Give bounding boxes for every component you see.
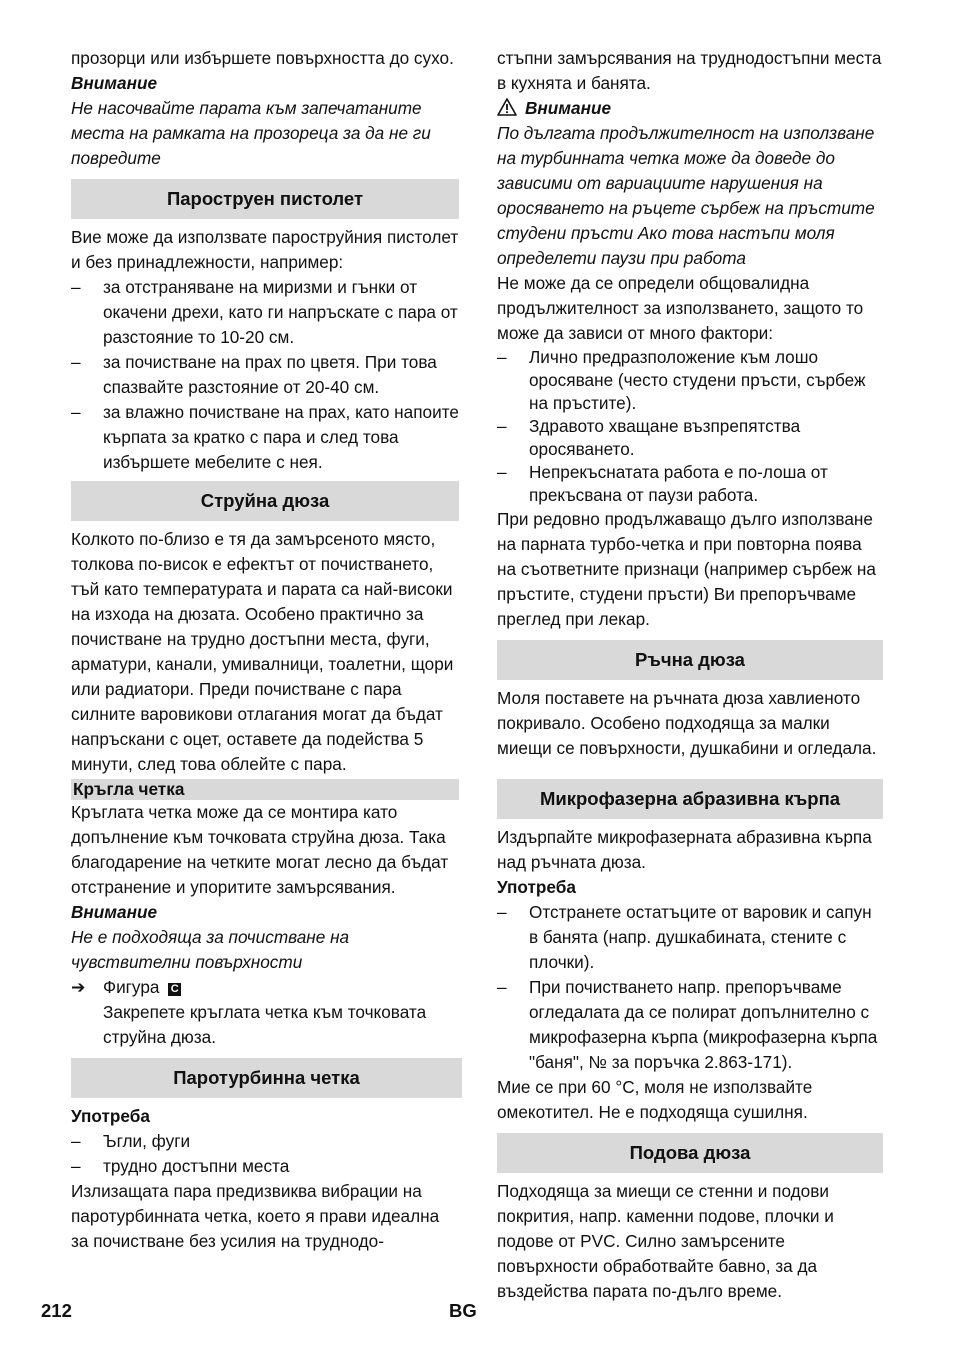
continued-text: стъпни замърсявания на труднодостъпни места в кухнята и банята. <box>497 48 882 93</box>
figure-label: Фигура <box>103 977 160 997</box>
list-item: – Здравото хващане възпрепятства оросяването. <box>497 415 883 461</box>
list-item: – Непрекъснатата работа е по-лоша от прекъсвана от паузи работа. <box>497 461 883 507</box>
usage-label: Употреба <box>497 877 576 897</box>
warning-title <box>497 96 883 121</box>
section-header-hand-nozzle: Ръчна дюза <box>497 640 883 680</box>
steam-gun-list <box>71 275 459 475</box>
usage-label: Употреба <box>71 1106 150 1126</box>
figure-instruction: Закрепете кръглата четка към точковата струйна дюза. <box>103 1002 427 1047</box>
duration-text: Не може да се определи общовалидна продължителност за използването, защото то може да зависи от много фактори: <box>497 273 864 343</box>
left-column <box>71 46 459 1254</box>
section-header-floor-nozzle: Подова дюза <box>497 1133 883 1173</box>
round-brush-text: Кръглата четка може да се монтира като допълнение към точковата струйна дюза. Така благодарение на четките могат лесно да бъдат отстранение и упоритите замърсявания. <box>71 802 449 897</box>
figure-letter-badge: C <box>168 983 181 996</box>
medical-advice-text: При редовно продължаващо дълго използване на парната турбо-четка и при повторна поява на съответните признаци (например сърбеж на пръстите, студени пръсти) Ви препоръчваме преглед при лекар. <box>497 509 876 629</box>
page-number: 212 <box>41 1300 72 1321</box>
list-item: – Отстранете остатъците от варовик и сапун в банята (напр. душкабината, стените с плочки). <box>497 900 883 975</box>
section-header-steam-gun: Пароструен пистолет <box>71 179 459 219</box>
jet-nozzle-text: Колкото по-близо е тя да замърсеното място, толкова по-висок е ефектът от почистването, тъй като температурата и парата са най-високи на изхода на дюзата. Особено практично за почистване на трудно достъпни места, фуги, арматури, канали, умивалници, тоалетни, щори или радиатори. Преди почистване с пара силните варовикови отлагания могат да бъдат напръскани с оцет, оставете да подейства 5 минути, след това облейте с пара. <box>71 529 454 774</box>
warning-text: Не е подходяща за почистване на чувствителни повърхности <box>71 927 350 972</box>
factors-list <box>497 346 883 507</box>
steam-gun-intro: Вие може да използвате пароструйния пистолет и без принадлежности, например: <box>71 227 459 272</box>
subsection-header-round-brush: Кръгла четка <box>71 779 459 800</box>
warning-text: Не насочвайте парата към запечатаните места на рамката на прозореца за да не ги повредите <box>71 98 431 168</box>
floor-nozzle-text: Подходяща за миещи се стенни и подови покрития, напр. каменни подове, плочки и подове от PVC. Силно замърсените повърхности обработвайте бавно, за да въздейства парата по-дълго време. <box>497 1181 834 1301</box>
list-item: – При почистването напр. препоръчваме огледалата да се полират допълнително с микрофазерна кърпа (микрофазерна кърпа "баня", № за поръчка 2.863-171). <box>497 975 883 1075</box>
list-item: – Лично предразположение към лошо оросяване (често студени пръсти, сърбеж на пръстите). <box>497 346 883 415</box>
washing-text: Мие се при 60 °C, моля не използвайте омекотител. Не е подходяща сушилня. <box>497 1077 813 1122</box>
warning-title: Внимание <box>71 73 158 93</box>
right-column <box>497 46 883 1304</box>
figure-reference <box>71 975 459 1050</box>
list-item: – за влажно почистване на прах, като напоите кърпата за кратко с пара и след това избършете мебелите с нея. <box>71 400 459 475</box>
arrow-right-icon: ➔ <box>71 977 86 997</box>
warning-text: По дългата продължителност на използване на турбинната четка може да доведе до зависими от вариациите нарушения на оросяването на ръцете сърбеж на пръстите студени пръсти Ако това настъпи моля определети паузи при работа <box>497 123 875 268</box>
list-item: – трудно достъпни места <box>71 1154 459 1179</box>
language-code: BG <box>449 1300 477 1321</box>
list-item: – за отстраняване на миризми и гънки от окачени дрехи, като ги напръскате с пара от разстояние то 10-20 см. <box>71 275 459 350</box>
turbo-usage-list <box>71 1129 459 1179</box>
microfiber-text: Издърпайте микрофазерната абразивна кърпа над ръчната дюза. <box>497 827 872 872</box>
section-header-jet-nozzle: Струйна дюза <box>71 481 459 521</box>
warning-triangle-icon <box>497 98 517 116</box>
list-item: – Ъгли, фуги <box>71 1129 459 1154</box>
warning-title: Внимание <box>71 902 158 922</box>
microfiber-usage-list <box>497 900 883 1075</box>
section-header-turbo-brush: Паротурбинна четка <box>71 1058 462 1098</box>
list-item: – за почистване на прах по цветя. При това спазвайте разстояние от 20-40 см. <box>71 350 459 400</box>
warning-title-text: Внимание <box>525 98 612 118</box>
section-header-microfiber-cloth: Микрофазерна абразивна кърпа <box>497 779 883 819</box>
turbo-brush-text: Излизащата пара предизвиква вибрации на паротурбинната четка, което я прави идеална за почистване без усилия на труднодо- <box>71 1181 440 1251</box>
intro-text: прозорци или избършете повърхността до сухо. <box>71 48 454 68</box>
hand-nozzle-text: Моля поставете на ръчната дюза хавлиеното покривало. Особено подходяща за малки миещи се повърхности, душкабини и огледала. <box>497 688 877 758</box>
